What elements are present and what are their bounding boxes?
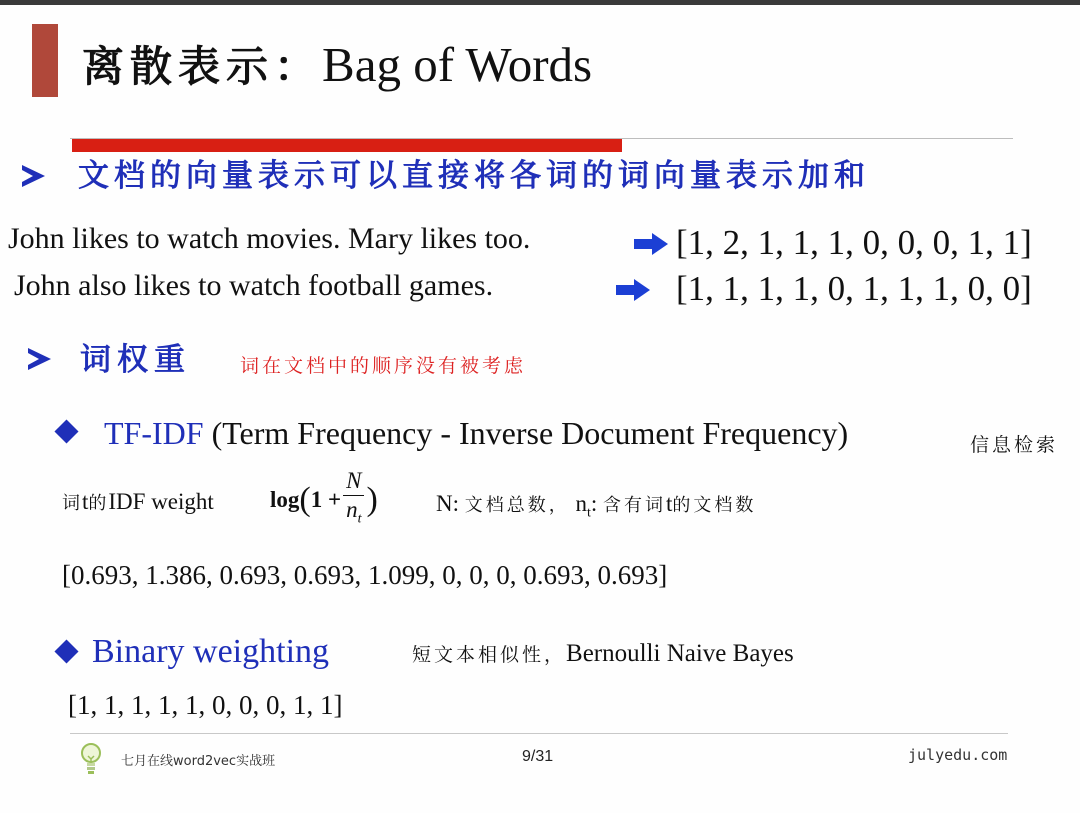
footer-website: julyedu.com (908, 746, 1008, 764)
idf-weight-label (62, 486, 214, 520)
title-accent-bar (32, 24, 58, 97)
nt-t: t (666, 491, 673, 516)
nt-text-a: 含有词 (603, 495, 667, 516)
formula-fraction (343, 467, 364, 534)
slide-title (82, 34, 592, 98)
tfidf-name: TF-IDF (104, 415, 204, 451)
formula-close-paren: ) (366, 481, 378, 518)
top-border (0, 0, 1080, 5)
document-1-text: John likes to watch movies. Mary likes too. (8, 222, 531, 255)
diamond-icon (54, 419, 78, 443)
arrow-head-icon (28, 348, 51, 370)
n-text: 文档总数， (464, 495, 570, 516)
idf-formula (270, 468, 378, 532)
formula-one-plus: 1 + (310, 487, 342, 512)
idf-label-t: t (82, 489, 89, 514)
word-order-note: 词在文档中的顺序没有被考虑 (240, 355, 527, 377)
document-2-vector: [1, 1, 1, 1, 0, 1, 1, 1, 0, 0] (676, 269, 1032, 308)
formula-denominator: $n_t$ (346, 496, 362, 527)
binary-weighting-note (412, 638, 794, 671)
title-prefix: 离散表示： (82, 42, 323, 91)
title-underline-accent (72, 139, 622, 152)
n-definition (436, 488, 756, 530)
heading-sum-vectors: 文档的向量表示可以直接将各词的词向量表示加和 (78, 158, 870, 194)
binary-vector: [1, 1, 1, 1, 1, 0, 0, 0, 1, 1] (68, 690, 343, 720)
nt-label: n (575, 491, 587, 516)
formula-log: log (270, 487, 300, 512)
idf-label-weight: IDF weight (108, 489, 214, 514)
idf-label-cn-word: 词 (62, 493, 82, 514)
idf-label-cn-of: 的 (88, 493, 109, 514)
n-label: N: (436, 491, 459, 516)
nt-subscript: t (587, 505, 591, 521)
tfidf-heading (104, 413, 848, 453)
idf-vector: [0.693, 1.386, 0.693, 0.693, 1.099, 0, 0, 0, 0.693, 0.693] (62, 560, 668, 590)
right-arrow-icon (634, 233, 668, 255)
binary-note-en: Bernoulli Naive Bayes (566, 640, 794, 667)
document-2-text: John also likes to watch football games. (14, 269, 494, 302)
binary-weighting-heading: Binary weighting (92, 633, 330, 670)
footer-course-name: 七月在线word2vec实战班 (121, 754, 276, 769)
arrow-head-icon (22, 165, 45, 187)
title-main: Bag of Words (322, 37, 593, 92)
nt-text-b: 的文档数 (672, 495, 757, 516)
formula-numerator: N (343, 467, 364, 496)
binary-note-cn: 短文本相似性， (412, 644, 567, 666)
lightbulb-icon (80, 742, 102, 776)
right-arrow-icon (616, 279, 650, 301)
document-1-vector: [1, 2, 1, 1, 1, 0, 0, 0, 1, 1] (676, 223, 1032, 262)
page-number: 9/31 (522, 748, 554, 765)
diamond-icon (54, 639, 78, 663)
info-retrieval-note: 信息检索 (970, 434, 1059, 456)
heading-word-weight: 词权重 (80, 342, 191, 378)
nt-colon: : (590, 491, 598, 516)
tfidf-expansion: (Term Frequency - Inverse Document Frequency) (203, 415, 849, 451)
footer-divider (70, 733, 1008, 734)
formula-open-paren: ( (299, 481, 311, 518)
